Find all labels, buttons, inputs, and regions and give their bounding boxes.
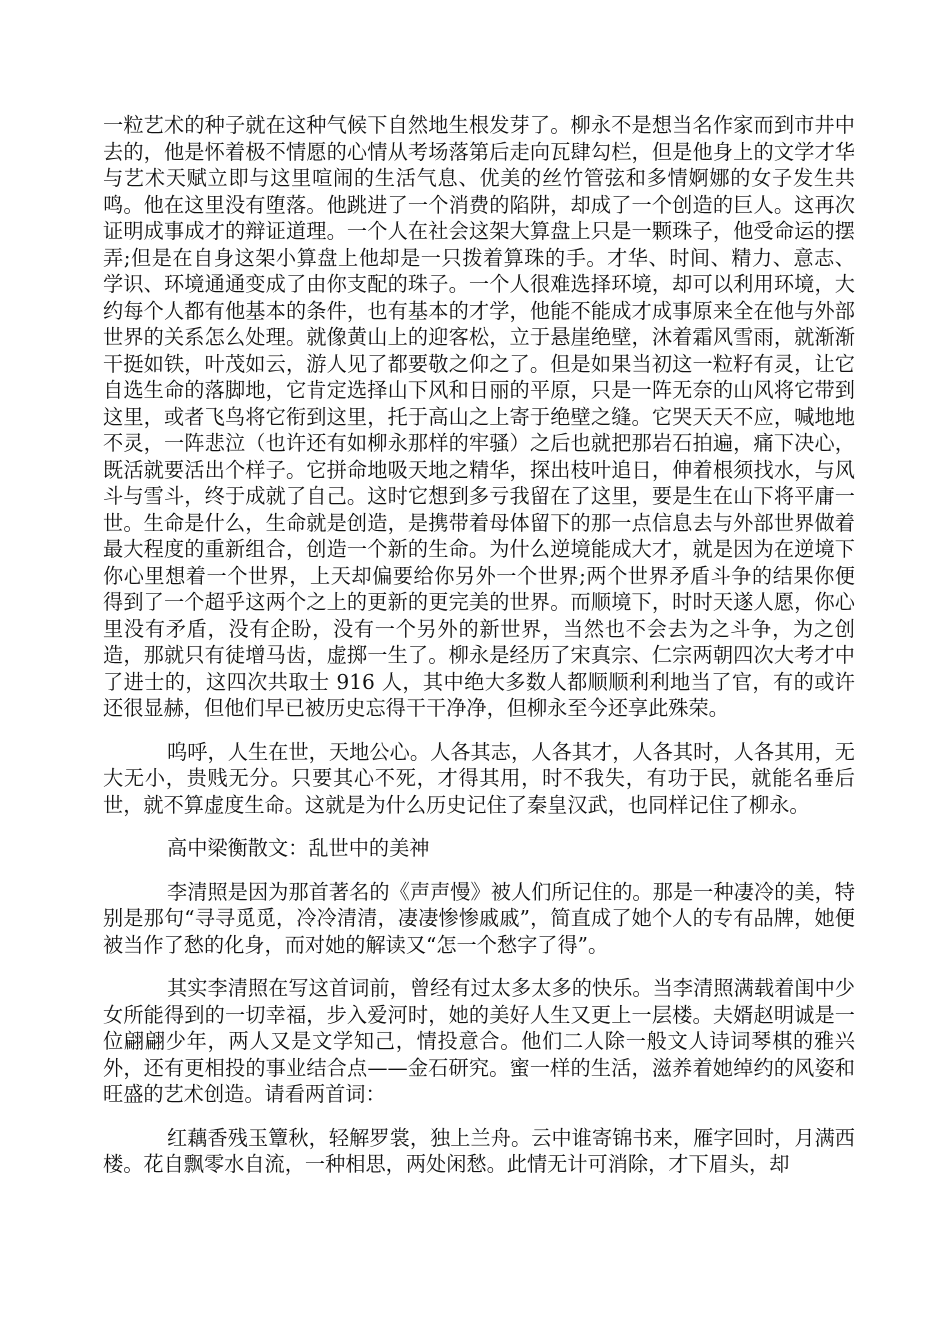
document-page bbox=[103, 112, 855, 1178]
paragraph-wuhu: 呜呼，人生在世，天地公心。人各其志，人各其才，人各其时，人各其用，无大无小，贵贱无分。只要其心不死，才得其用，时不我失，有功于民，就能名垂后世，就不算虚度生命。这就是为什么历史记住了秦皇汉武，也同样记住了柳永。 bbox=[103, 739, 855, 817]
section-heading-meishen: 高中梁衡散文：乱世中的美神 bbox=[167, 836, 430, 860]
paragraph-poem-hongou: 红藕香残玉簟秋，轻解罗裳，独上兰舟。云中谁寄锦书来，雁字回时，月满西楼。花自飘零水自流，一种相思，两处闲愁。此情无计可消除，才下眉头，却 bbox=[103, 1125, 855, 1176]
paragraph-li-qingzhao-happiness: 其实李清照在写这首词前，曾经有过太多太多的快乐。当李清照满载着闺中少女所能得到的一切幸福，步入爱河时，她的美好人生又更上一层楼。夫婿赵明诚是一位翩翩少年，两人又是文学知己，情投意合。他们二人除一般文人诗词琴棋的雅兴外，还有更相投的事业结合点——金石研究。蜜一样的生活，滋养着她绰约的风姿和旺盛的艺术创造。请看两首词： bbox=[103, 976, 855, 1106]
paragraph-li-qingzhao-intro: 李清照是因为那首著名的《声声慢》被人们所记住的。那是一种凄冷的美，特别是那句“寻寻觅觅，冷冷清清，凄凄惨惨戚戚”，简直成了她个人的专有品牌，她便被当作了愁的化身，而对她的解读又“怎一个愁字了得”。 bbox=[103, 879, 855, 957]
paragraph-liuyong-body: 一粒艺术的种子就在这种气候下自然地生根发芽了。柳永不是想当名作家而到市井中去的，他是怀着极不情愿的心情从考场落第后走向瓦肆勾栏，但是他身上的文学才华与艺术天赋立即与这里喧闹的生活气息、优美的丝竹管弦和多情婀娜的女子发生共鸣。他在这里没有堕落。他跳进了一个消费的陷阱，却成了一个创造的巨人。这再次证明成事成才的辩证道理。一个人在社会这架大算盘上只是一颗珠子，他受命运的摆弄;但是在自身这架小算盘上他却是一只拨着算珠的手。才华、时间、精力、意志、学识、环境通通变成了由你支配的珠子。一个人很难选择环境，却可以利用环境，大约每个人都有他基本的条件，也有基本的才学，他能不能成才成事原来全在他与外部世界的关系怎么处理。就像黄山上的迎客松，立于悬崖绝壁，沐着霜风雪雨，就渐渐干挺如铁，叶茂如云，游人见了都要敬之仰之了。但是如果当初这一粒籽有灵，让它自选生命的落脚地，它肯定选择山下风和日丽的平原，只是一阵无奈的山风将它带到这里，或者飞鸟将它衔到这里，托于高山之上寄于绝壁之缝。它哭天天不应，喊地地不灵，一阵悲泣（也许还有如柳永那样的牢骚）之后也就把那岩石拍遍，痛下决心，既活就要活出个样子。它拼命地吸天地之精华，探出枝叶追日，伸着根须找水，与风斗与雪斗，终于成就了自己。这时它想到多亏我留在了这里，要是生在山下将平庸一世。生命是什么，生命就是创造，是携带着母体留下的那一点信息去与外部世界做着最大程度的重新组合，创造一个新的生命。为什么逆境能成大才，就是因为在逆境下你心里想着一个世界，上天却偏要给你另外一个世界;两个世界矛盾斗争的结果你便得到了一个超乎这两个之上的更新的更完美的世界。而顺境下，时时天遂人愿，你心里没有矛盾，没有企盼，没有一个另外的新世界，当然也不会去为之斗争，为之创造，那就只有徒增马齿，虚掷一生了。柳永是经历了宋真宗、仁宗两朝四次大考才中了进士的，这四次共取士 916 人，其中绝大多数人都顺顺利利地当了官，有的或许还很显赫，但他们早已被历史忘得干干净净，但柳永至今还享此殊荣。 bbox=[103, 113, 855, 720]
